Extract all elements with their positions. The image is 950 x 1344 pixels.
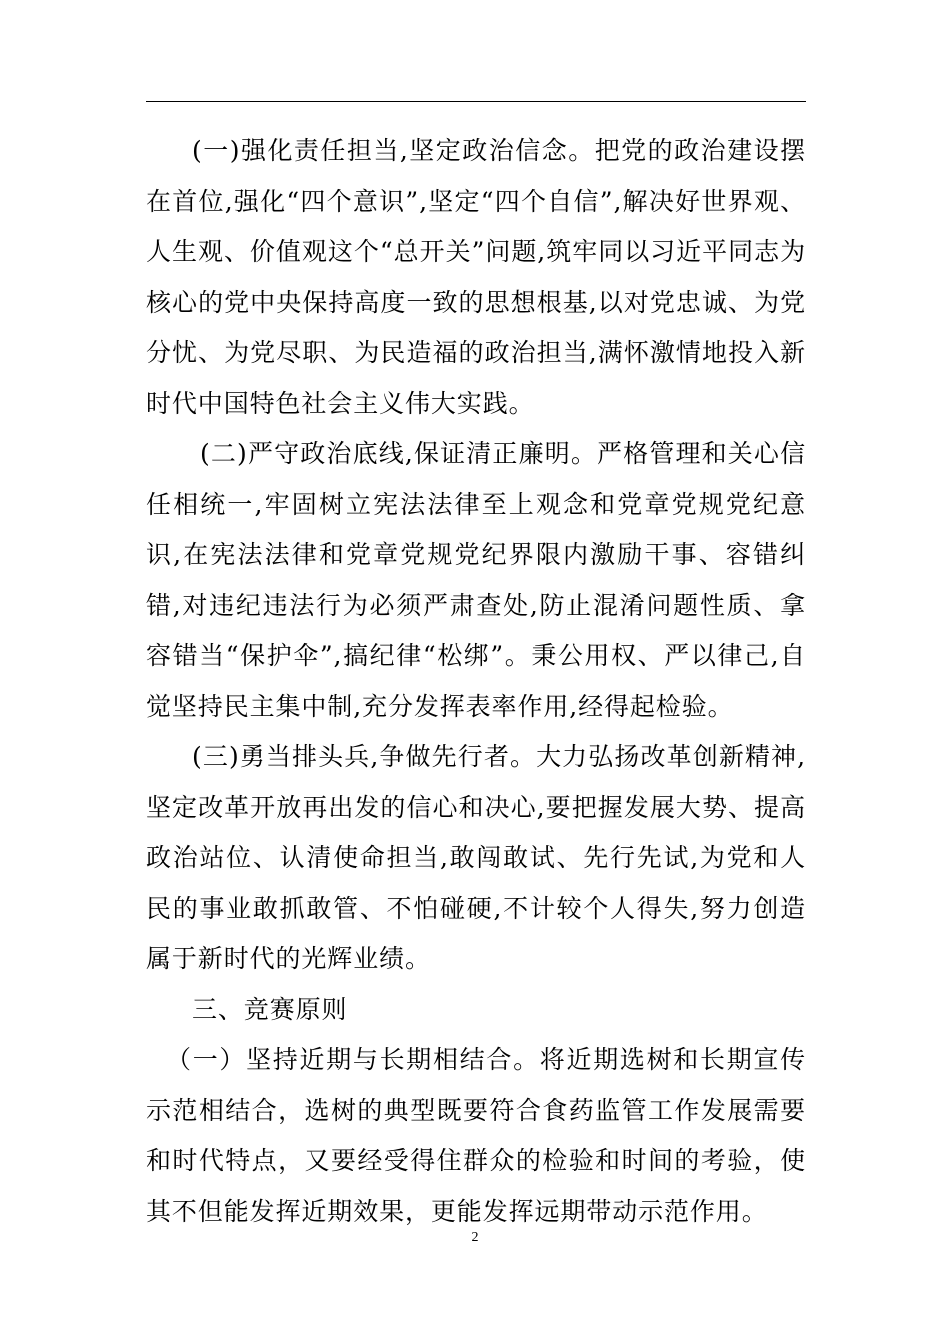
header-rule — [146, 101, 806, 102]
paragraph-pioneer: (三)勇当排头兵,争做先行者。大力弘扬改革创新精神,坚定改革开放再出发的信心和决心,要把握发展大势、提高政治站位、认清使命担当,敢闯敢试、先行先试,为党和人民的事业敢抓敢管、不怕碰硬,不计较个人得失,努力创造属于新时代的光辉业绩。 — [146, 742, 806, 973]
document-body — [146, 126, 806, 1237]
section-heading: 三、竞赛原则 — [192, 994, 348, 1024]
page-number: 2 — [471, 1230, 479, 1245]
paragraph-political-bottom-line: (二)严守政治底线,保证清正廉明。严格管理和关心信任相统一,牢固树立宪法法律至上观念和党章党规党纪意识,在宪法法律和党章党规党纪界限内激励干事、容错纠错,对违纪违法行为必须严肃查处,防止混淆问题性质、拿容错当“保护伞”,搞纪律“松绑”。秉公用权、严以律己,自觉坚持民主集中制,充分发挥表率作用,经得起检验。 — [146, 439, 806, 721]
paragraph-competition-principle: （一）坚持近期与长期相结合。将近期选树和长期宣传示范相结合，选树的典型既要符合食药监管工作发展需要和时代特点，又要经受得住群众的检验和时间的考验，使其不但能发挥近期效果，更能发挥远期带动示范作用。 — [146, 1045, 806, 1226]
paragraph-responsibility: (一)强化责任担当,坚定政治信念。把党的政治建设摆在首位,强化“四个意识”,坚定“四个自信”,解决好世界观、人生观、价值观这个“总开关”问题,筑牢同以习近平同志为核心的党中央保持高度一致的思想根基,以对党忠诚、为党分忧、为党尽职、为民造福的政治担当,满怀激情地投入新时代中国特色社会主义伟大实践。 — [146, 136, 806, 418]
